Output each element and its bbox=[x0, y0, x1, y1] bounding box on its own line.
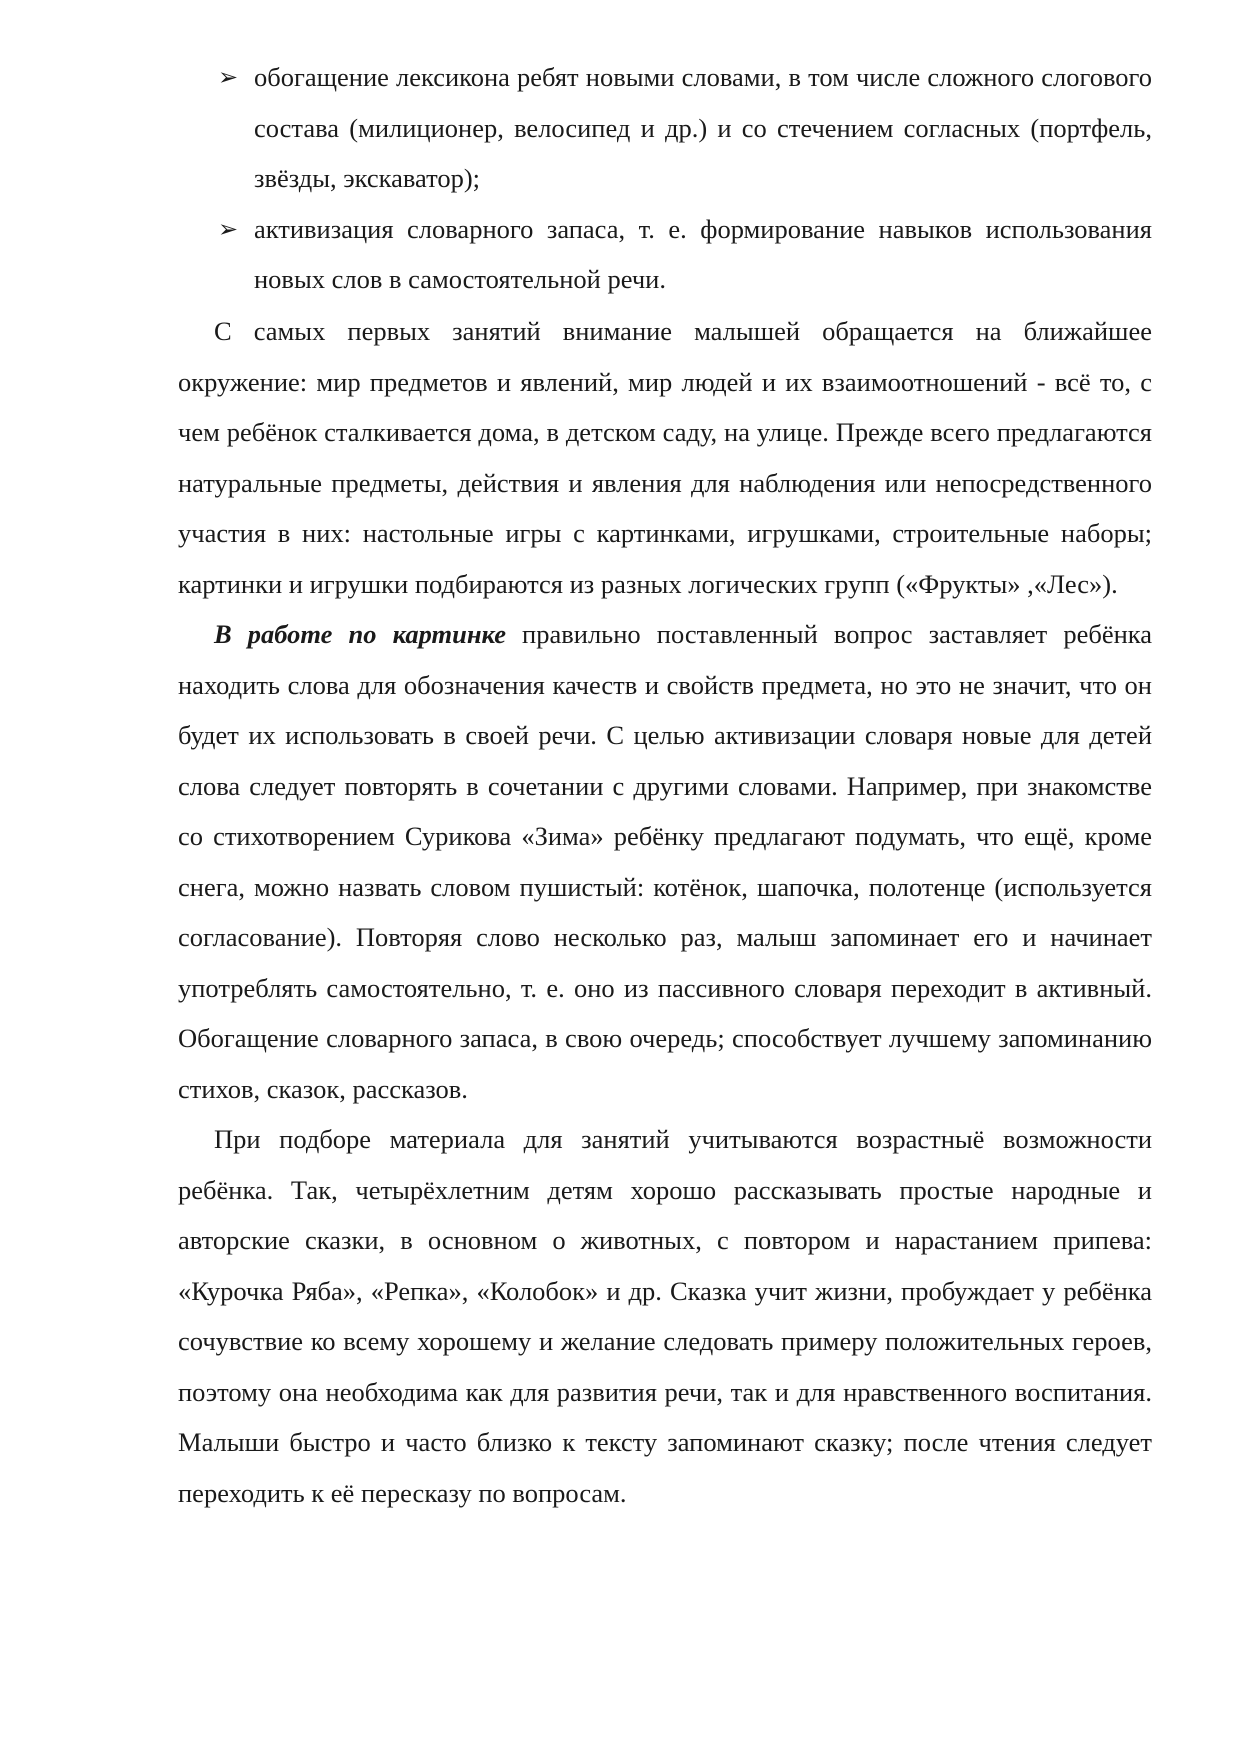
paragraph-material-selection: При подборе материала для занятий учитываются возрастныё возможности ребёнка. Так, четырёхлетним детям хорошо рассказывать простые народные и авторские сказки, в основном о животных, с повтором и нарастанием припева: «Курочка Ряба», «Репка», «Колобок» и др. Сказка учит жизни, пробуждает у ребёнка сочувствие ко всему хорошему и желание следовать примеру положительных героев, поэтому она необходима как для развития речи, так и для нравственного воспитания. Малыши быстро и часто близко к тексту запоминают сказку; после чтения следует переходить к её пересказу по вопросам. bbox=[178, 1124, 1152, 1508]
arrow-bullet-icon: ➢ bbox=[218, 214, 239, 243]
bullet-text: обогащение лексикона ребят новыми словами, в том числе сложного слогового состава (милиционер, велосипед и др.) и со стечением согласных (портфель, звёзды, экскаватор); bbox=[254, 62, 1152, 193]
emphasized-phrase: В работе по картинке bbox=[214, 619, 506, 649]
arrow-bullet-icon: ➢ bbox=[218, 63, 239, 91]
paragraph-picture-work bbox=[178, 609, 1152, 1114]
list-item bbox=[218, 204, 1152, 305]
bullet-text: активизация словарного запаса, т. е. формирование навыков использования новых слов в самостоятельной речи. bbox=[254, 213, 1152, 294]
body-text bbox=[178, 306, 1152, 1518]
paragraph-text: правильно поставленный вопрос заставляет ребёнка находить слова для обозначения качеств и свойств предмета, но это не значит, что он будет их использовать в своей речи. С целью активизации словаря новые для детей слова следует повторять в сочетании с другими словами. Например, при знакомстве со стихотворением Сурикова «Зима» ребёнку предлагают подумать, что ещё, кроме снега, можно назвать словом пушистый: котёнок, шапочка, полотенце (используется согласование). Повторяя слово несколько раз, малыш запоминает его и начинает употреблять самостоятельно, т. е. оно из пассивного словаря переходит в активный. Обогащение словарного запаса, в свою очередь; способствует лучшему запоминанию стихов, сказок, рассказов. bbox=[178, 619, 1152, 1104]
bullet-list bbox=[218, 52, 1152, 305]
paragraph-surroundings: С самых первых занятий внимание малышей обращается на ближайшее окружение: мир предметов и явлений, мир людей и их взаимоотношений - всё то, с чем ребёнок сталкивается дома, в детском саду, на улице. Прежде всего предлагаются натуральные предметы, действия и явления для наблюдения или непосредственного участия в них: настольные игры с картинками, игрушками, строительные наборы; картинки и игрушки подбираются из разных логических групп («Фрукты» ,«Лес»). bbox=[178, 316, 1152, 599]
list-item bbox=[218, 52, 1152, 204]
